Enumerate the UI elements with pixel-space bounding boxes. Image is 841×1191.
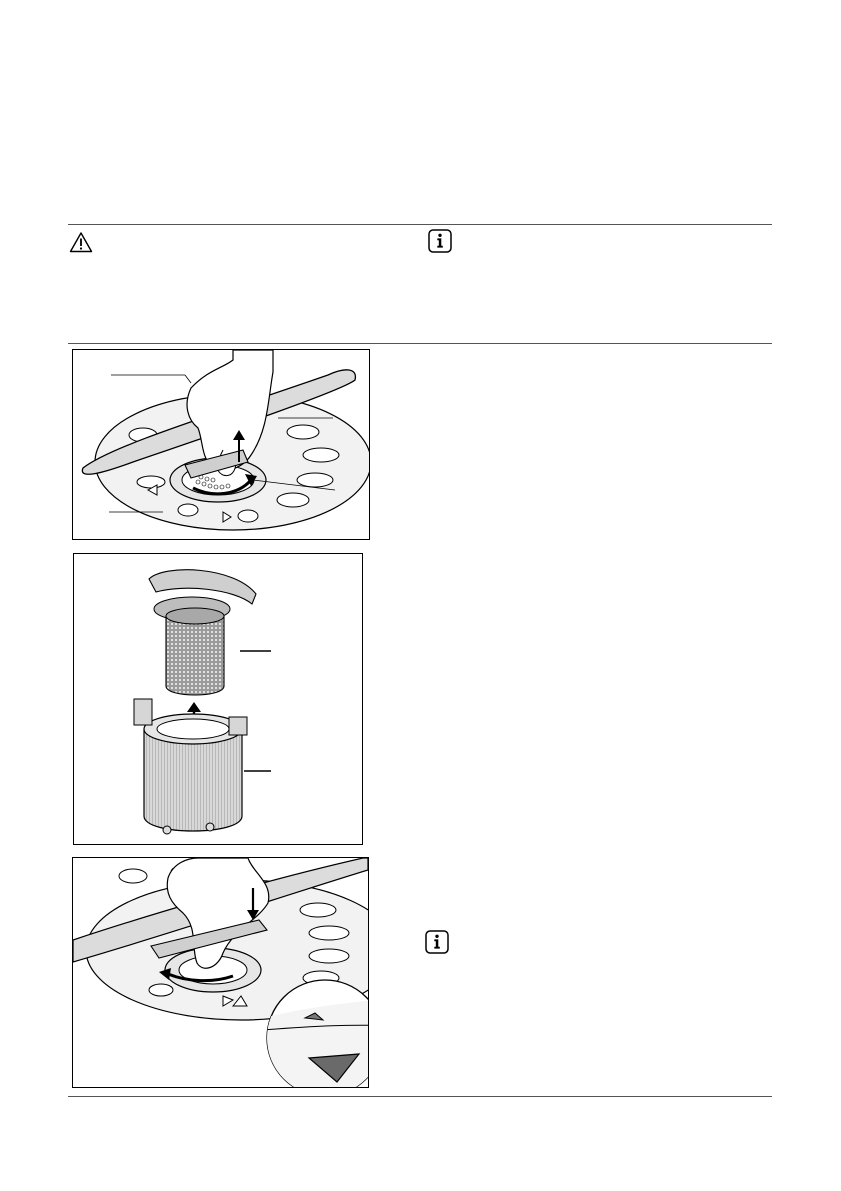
section-divider-top <box>68 224 772 225</box>
info-icon-step <box>425 930 449 959</box>
section-divider-middle <box>68 343 772 344</box>
filter-assembly-illustration <box>73 553 363 845</box>
remove-filter-illustration <box>72 349 370 540</box>
warning-triangle-icon <box>69 231 93 258</box>
section-divider-bottom <box>68 1096 772 1097</box>
install-filter-illustration <box>72 857 369 1088</box>
info-icon <box>428 229 452 258</box>
